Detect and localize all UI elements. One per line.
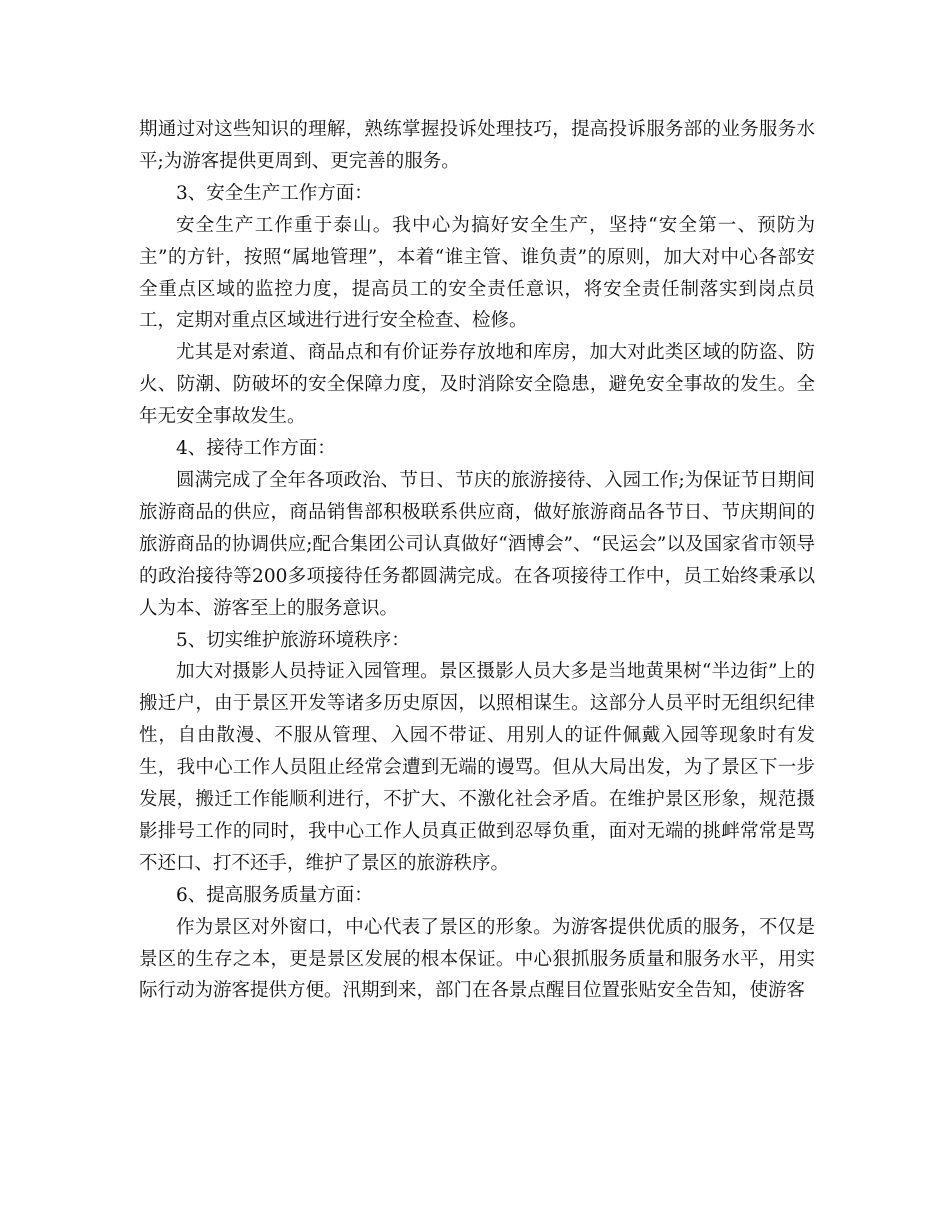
section-heading-service-quality: 6、提高服务质量方面： [176, 884, 373, 906]
paragraph-environment: 加大对摄影人员持证入园管理。景区摄影人员大多是当地黄果树“半边街”上的搬迁户，由于景区开发等诸多历史原因，以照相谋生。这部分人员平时无组织纪律性，自由散漫、不服从管理、入园不带证、用别人的证件佩戴入园等现象时有发生，我中心工作人员阻止经常会遭到无端的谩骂。但从大局出发，为了景区下一步发展，搬迁工作能顺利进行，不扩大、不激化社会矛盾。在维护景区形象，规范摄影排号工作的同时，我中心工作人员真正做到忍辱负重，面对无端的挑衅常常是骂不还口、打不还手，维护了景区的旅游秩序。 [139, 661, 815, 874]
paragraph-safety-areas: 尤其是对索道、商品点和有价证券存放地和库房，加大对此类区域的防盗、防火、防潮、防破坏的安全保障力度，及时消除安全隐患，避免安全事故的发生。全年无安全事故发生。 [139, 342, 815, 428]
paragraph-continuation: 期通过对这些知识的理解，熟练掌握投诉处理技巧，提高投诉服务部的业务服务水平;为游客提供更周到、更完善的服务。 [139, 119, 815, 172]
section-heading-environment: 5、切实维护旅游环境秩序： [176, 629, 410, 651]
paragraph-service-quality: 作为景区对外窗口，中心代表了景区的形象。为游客提供优质的服务，不仅是景区的生存之本，更是景区发展的根本保证。中心狠抓服务质量和服务水平，用实际行动为游客提供方便。汛期到来，部门在各景点醒目位置张贴安全告知，使游客 [139, 916, 815, 1002]
paragraph-safety-policy: 安全生产工作重于泰山。我中心为搞好安全生产，坚持“安全第一、预防为主”的方针，按照“属地管理”，本着“谁主管、谁负责”的原则，加大对中心各部安全重点区域的监控力度，提高员工的安全责任意识，将安全责任制落实到岗点员工，定期对重点区域进行进行安全检查、检修。 [139, 214, 815, 332]
section-heading-safety: 3、安全生产工作方面： [176, 182, 373, 204]
section-heading-reception: 4、接待工作方面： [176, 438, 336, 460]
paragraph-reception: 圆满完成了全年各项政治、节日、节庆的旅游接待、入园工作;为保证节日期间旅游商品的供应，商品销售部积极联系供应商，做好旅游商品各节日、节庆期间的旅游商品的协调供应;配合集团公司认真做好“酒博会”、“民运会”以及国家省市领导的政治接待等200多项接待任务都圆满完成。在各项接待工作中，员工始终秉承以人为本、游客至上的服务意识。 [139, 469, 815, 619]
document-body [139, 114, 815, 1007]
